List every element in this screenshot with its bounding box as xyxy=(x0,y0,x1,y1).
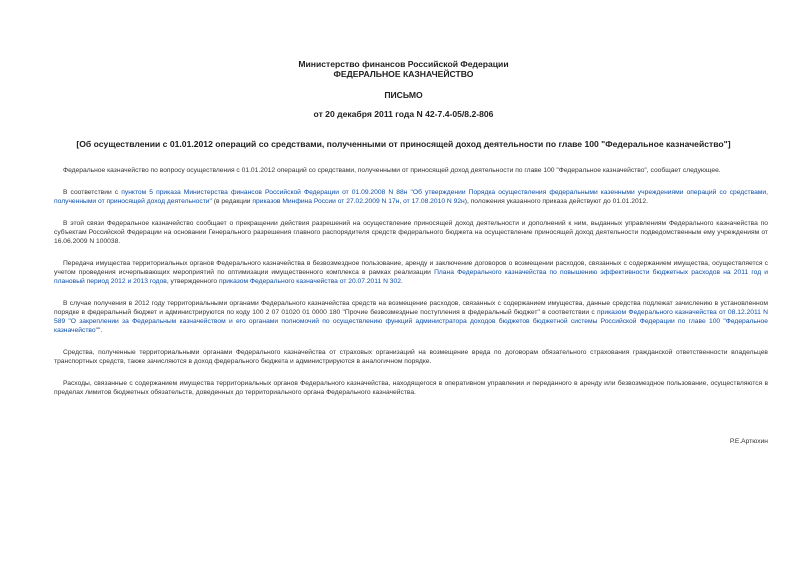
paragraph-6 xyxy=(54,349,768,367)
document-body xyxy=(54,167,768,411)
paragraph-text: В этой связи Федеральное казначейство сообщает о прекращении действия разрешений на осуществление приносящей доход деятельности и дополнений к ним, выданных управлениям Федерального казначейства по субъектам Российской Федерации на основании Генерального разрешения главного распорядителя средств федерального бюджета на осуществление приносящей доход деятельности подведомственным ему учреждениям от 16.06.2009 N 100038. xyxy=(54,220,768,245)
paragraph-text: Передача имущества территориальных органов Федерального казначейства в безвозмездное пользование, аренду и заключение договоров о возмещении расходов, связанных с содержанием имущества, осуществляется с учетом проведения исчерпывающих мероприятий по оптимизации имущественного комплекса в рамках реализации xyxy=(54,260,768,277)
link-minfin-order-17n[interactable]: приказов Минфина России от 27.02.2009 N 17н xyxy=(252,198,400,206)
paragraph-text: Расходы, связанные с содержанием имущества территориальных органов Федерального казначейства, находящегося в оперативном управлении и переданного в аренду или безвозмездное пользование, осуществляются в пределах лимитов бюджетных обязательств, доведенных до территориального органа Федерального казначейства. xyxy=(54,379,768,396)
paragraph-text: ". xyxy=(97,326,103,334)
paragraph-1 xyxy=(54,167,768,176)
link-minfin-order-92n[interactable]: от 17.08.2010 N 92н xyxy=(403,198,465,206)
paragraph-text: , xyxy=(399,198,404,206)
paragraph-2 xyxy=(54,189,768,207)
link-treasury-order-589[interactable]: приказом Федерального казначейства от 08.12.2011 N 589 "О закреплении за Федеральным казначейством и его органами полномочий по осуществлению функций администратора доходов бюджетов бюджетной системы Российской Федерации по главе 100 "Федеральное казначейство" xyxy=(54,308,768,334)
document-type: ПИСЬМО xyxy=(384,90,423,100)
paragraph-text: Средства, полученные территориальными органами Федерального казначейства от страховых организаций на возмещение вреда по договорам обязательного страхования гражданской ответственности владельцев транспортных средств, также зачисляются в доход федерального бюджета и администрируются в аналогичном порядке. xyxy=(54,348,768,365)
link-minfin-order-88n[interactable]: пунктом 5 приказа Министерства финансов Российской Федерации от 01.09.2008 N 88н "Об утверждении Порядка осуществления федеральными казенными учреждениями операций со средствами, полученными от приносящей доход деятельности" xyxy=(54,189,769,206)
paragraph-text: Федеральное казначейство по вопросу осуществления с 01.01.2012 операций со средствами, полученными от приносящей доход деятельности по главе 100 "Федеральное казначейство", сообщает следующее. xyxy=(63,167,721,174)
link-efficiency-plan[interactable]: Плана Федерального казначейства по повышению эффективности бюджетных расходов на 2011 год и плановый период 2012 и 2013 годов xyxy=(54,269,768,285)
paragraph-text: В соответствии с xyxy=(63,189,122,197)
paragraph-text: ), положения указанного приказа действуют до 01.01.2012. xyxy=(464,198,648,206)
treasury-name: ФЕДЕРАЛЬНОЕ КАЗНАЧЕЙСТВО xyxy=(333,69,474,79)
document-subject: [Об осуществлении с 01.01.2012 операций со средствами, полученными от приносящей доход деятельности по главе 100 "Федеральное казначейство"] xyxy=(76,139,731,149)
signature: Р.Е.Артюхин xyxy=(729,438,768,445)
paragraph-7 xyxy=(54,380,768,398)
paragraph-text: , утвержденного xyxy=(166,277,219,285)
link-treasury-order-302[interactable]: приказом Федерального казначейства от 20.07.2011 N 302 xyxy=(218,277,401,285)
paragraph-3 xyxy=(54,220,768,246)
paragraph-4 xyxy=(54,260,768,286)
paragraph-text: . xyxy=(400,277,403,285)
paragraph-5 xyxy=(54,300,768,335)
paragraph-text: В случае получения в 2012 году территориальными органами Федерального казначейства средств на возмещение расходов, связанных с содержанием имущества, данные средства подлежат зачислению в установленном порядке в федеральный бюджет и администрируются по коду 100 2 07 01020 01 0000 180 "Прочие безвозмездные поступления в федеральный бюджет" в соответствии с xyxy=(54,300,768,316)
document-date-number: от 20 декабря 2011 года N 42-7.4-05/8.2-806 xyxy=(313,109,494,119)
ministry-name: Министерство финансов Российской Федерации xyxy=(298,59,509,69)
paragraph-text: (в редакции xyxy=(211,198,253,206)
